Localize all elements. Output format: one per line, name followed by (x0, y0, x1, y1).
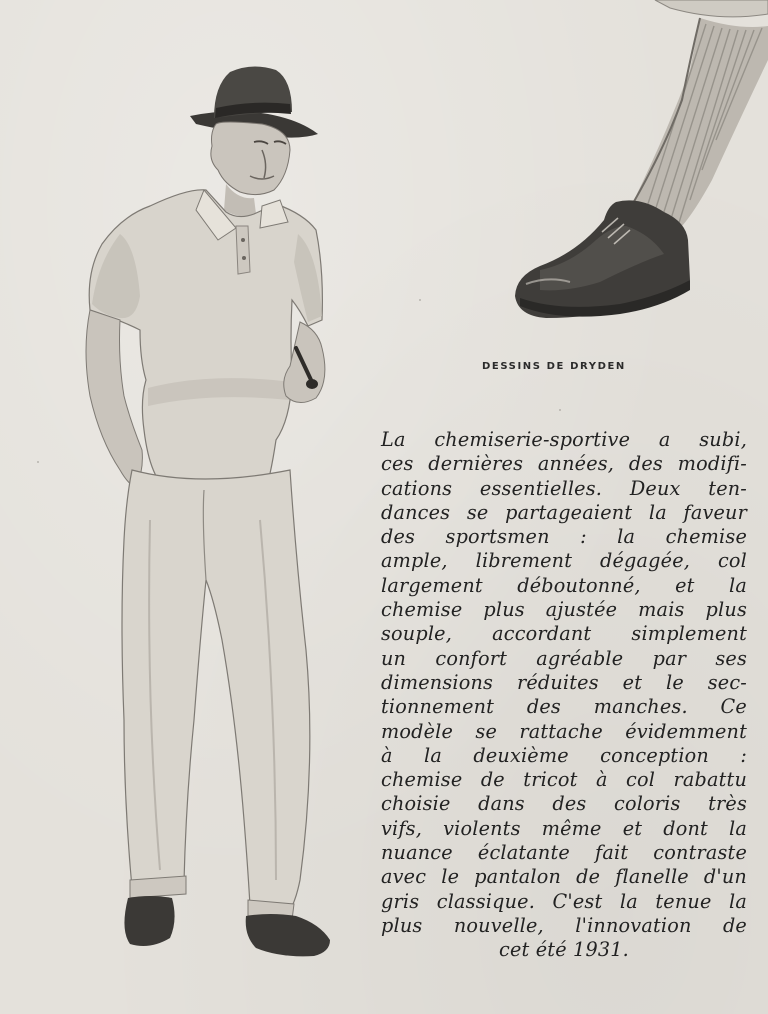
article-line: La chemiserie-sportive a subi, (381, 428, 747, 451)
article-line: à la deuxième conception : (381, 743, 747, 767)
article-line: cations essentielles. Deux ten- (381, 476, 747, 500)
article-line: chemise de tricot à col rabattu (381, 768, 747, 792)
article-line: tionnement des manches. Ce (381, 695, 747, 719)
article-line: un confort agréable par ses (381, 646, 747, 670)
article-line: gris classique. C'est la tenue la (381, 889, 747, 913)
leg-shoe-illustration (515, 0, 768, 318)
man-figure-illustration (86, 66, 330, 956)
illustration-credit: DESSINS DE DRYDEN (482, 361, 626, 372)
article-line: vifs, violents même et dont la (381, 816, 747, 840)
article-line: ample, librement dégagée, col (381, 549, 747, 573)
article-text (381, 428, 747, 963)
article-line: largement déboutonné, et la (381, 573, 747, 597)
article-line: choisie dans des coloris très (381, 792, 747, 816)
article-line: des sportsmen : la chemise (381, 525, 747, 549)
article-line: souple, accordant simplement (381, 622, 747, 646)
article-line: nuance éclatante fait contraste (381, 841, 747, 865)
article-line: chemise plus ajustée mais plus (381, 598, 747, 622)
article-line: modèle se rattache évidemment (381, 719, 747, 743)
article-line: plus nouvelle, l'innovation de (381, 913, 747, 937)
article-line: cet été 1931. (499, 938, 629, 962)
article-line: dimensions réduites et le sec- (381, 670, 747, 694)
article-line: avec le pantalon de flanelle d'un (381, 865, 747, 889)
article-line: dances se partageaient la faveur (381, 500, 747, 524)
article-line: ces dernières années, des modifi- (381, 452, 747, 476)
